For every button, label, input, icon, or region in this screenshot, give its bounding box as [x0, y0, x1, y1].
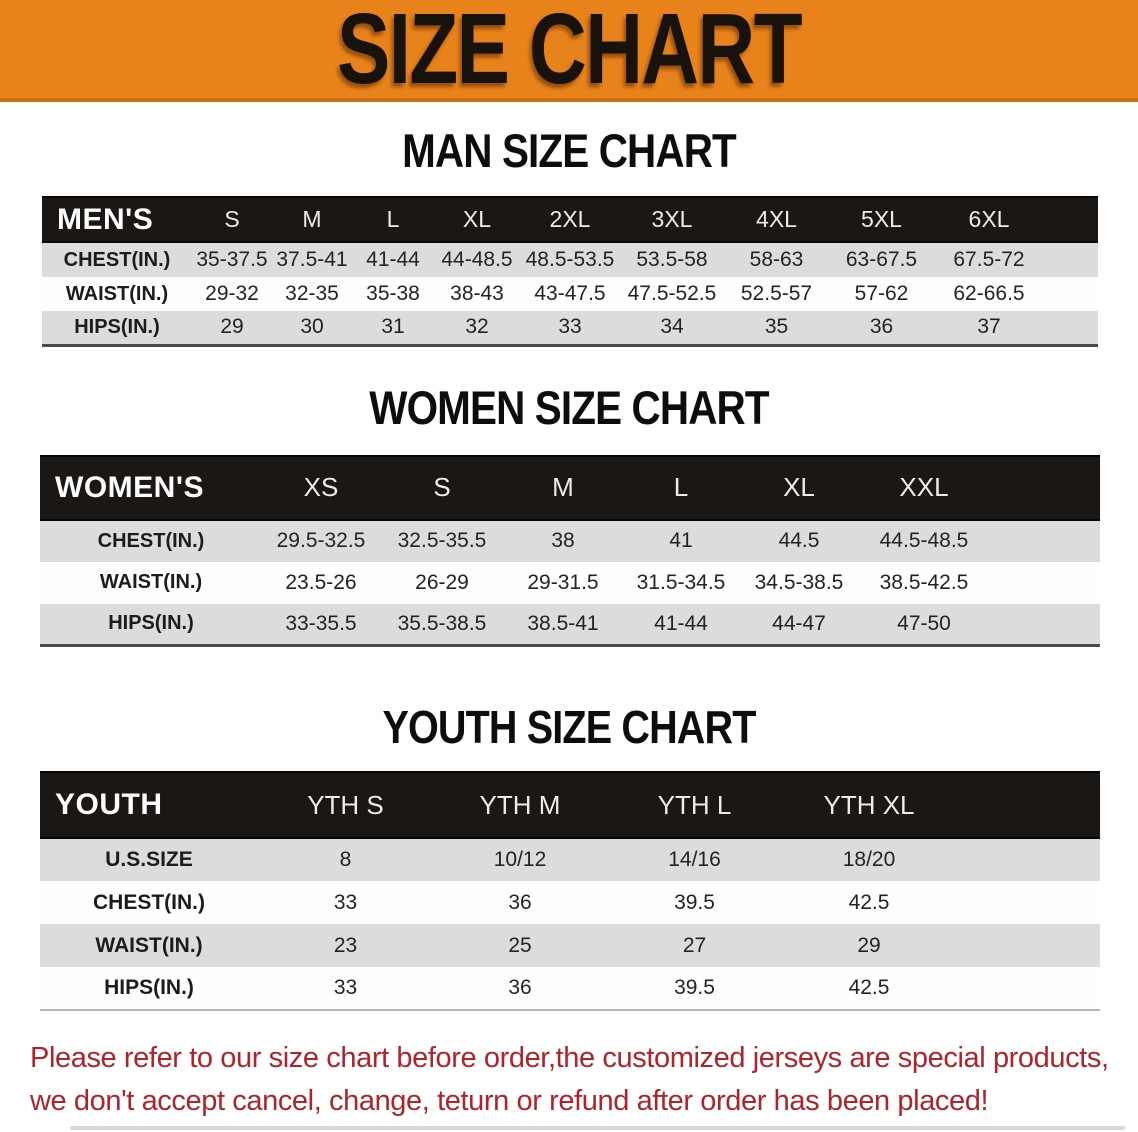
size-value: 34.5-38.5 [754, 570, 844, 594]
size-value: 44.5 [778, 529, 820, 552]
row-label: WAIST(IN.) [99, 571, 203, 593]
size-value: 38.5-42.5 [879, 570, 969, 594]
size-col-header: 4XL [724, 197, 829, 242]
size-value: 41-44 [654, 611, 708, 635]
size-value: 44-48.5 [441, 248, 513, 271]
size-value: 39.5 [674, 890, 715, 914]
size-value: 63-67.5 [845, 248, 918, 271]
size-col-header: YTH S [258, 772, 433, 838]
disclaimer-line-1: Please refer to our size chart before order,the customized jerseys are special products, [30, 1042, 1109, 1074]
size-col-header: XS [262, 456, 380, 520]
youth-size-table [40, 771, 1100, 1011]
size-value: 10/12 [493, 848, 547, 871]
size-value: 42.5 [848, 976, 890, 999]
size-value: 33 [333, 890, 358, 914]
size-value: 38-43 [450, 282, 504, 305]
youth-waist-row [40, 924, 1100, 967]
size-value: 14/16 [668, 848, 721, 871]
youth-ussize-row [40, 838, 1100, 881]
size-value: 62-66.5 [953, 282, 1025, 305]
men-hips-row [42, 311, 1098, 345]
size-col-header: S [192, 197, 272, 242]
size-col-header: L [622, 456, 740, 520]
size-value: 44.5-48.5 [879, 529, 969, 552]
size-value: 33-35.5 [285, 611, 357, 635]
disclaimer-line-2: we don't accept cancel, change, teturn or refund after order has been placed! [30, 1085, 989, 1117]
size-value: 52.5-57 [740, 282, 813, 305]
page-title: SIZE CHART [337, 0, 801, 105]
youth-corner-label: YOUTH [40, 772, 258, 838]
disclaimer-note [30, 1037, 1138, 1123]
size-value: 48.5-53.5 [525, 248, 615, 271]
men-corner-label: MEN'S [42, 197, 192, 242]
size-value: 37 [977, 315, 1001, 339]
size-value: 35.5-38.5 [397, 611, 487, 635]
row-label: HIPS(IN.) [74, 315, 160, 338]
size-value: 41-44 [366, 248, 420, 271]
size-value: 38 [551, 529, 575, 552]
men-size-table [42, 196, 1098, 347]
row-label: WAIST(IN.) [65, 282, 169, 305]
size-value: 32.5-35.5 [397, 529, 487, 552]
size-value: 25 [508, 933, 532, 957]
size-value: 35 [764, 315, 789, 339]
size-value: 67.5-72 [953, 248, 1025, 271]
men-chest-row [42, 242, 1098, 277]
size-value: 34 [660, 315, 684, 339]
size-value: 47-50 [897, 611, 951, 635]
size-value: 58-63 [749, 248, 804, 271]
youth-chest-row [40, 881, 1100, 924]
women-chest-row [40, 520, 1100, 562]
title-banner [0, 0, 1138, 105]
row-label: CHEST(IN.) [93, 890, 205, 914]
size-value: 27 [682, 933, 707, 957]
row-label: U.S.SIZE [105, 848, 193, 871]
row-label: CHEST(IN.) [63, 248, 171, 271]
size-value: 36 [869, 315, 894, 339]
size-value: 36 [508, 976, 532, 999]
size-col-header: 5XL [829, 197, 934, 242]
size-value: 53.5-58 [636, 248, 708, 271]
size-col-header: L [352, 197, 434, 242]
size-value: 41 [669, 529, 693, 552]
size-value: 23 [333, 933, 358, 957]
size-value: 29-31.5 [527, 570, 599, 594]
bottom-edge-divider [70, 1126, 1125, 1130]
men-waist-row [42, 277, 1098, 311]
size-value: 29 [857, 933, 881, 957]
size-value: 29-32 [205, 282, 259, 305]
youth-hips-row [40, 967, 1100, 1010]
size-value: 39.5 [674, 976, 715, 999]
size-value: 31.5-34.5 [636, 570, 726, 594]
size-value: 42.5 [848, 890, 890, 914]
size-value: 37.5-41 [276, 248, 348, 271]
row-label: HIPS(IN.) [108, 612, 194, 635]
men-section-heading: MAN SIZE CHART [402, 124, 736, 177]
size-col-header: 6XL [934, 197, 1098, 242]
size-value: 35-38 [366, 282, 420, 305]
size-col-header: XL [434, 197, 520, 242]
women-header-row [40, 456, 1100, 520]
size-value: 29 [220, 315, 244, 339]
size-value: 47.5-52.5 [627, 282, 717, 305]
women-corner-label: WOMEN'S [40, 456, 262, 520]
size-col-header: 3XL [620, 197, 724, 242]
size-value: 44-47 [772, 611, 826, 635]
row-label: HIPS(IN.) [104, 976, 194, 999]
size-col-header: XL [740, 456, 858, 520]
size-value: 29.5-32.5 [276, 529, 366, 552]
size-value: 18/20 [842, 848, 896, 871]
size-col-header: 2XL [520, 197, 620, 242]
size-value: 33 [333, 976, 358, 999]
size-value: 43-47.5 [534, 282, 606, 305]
size-col-header: M [272, 197, 352, 242]
size-col-header: YTH M [433, 772, 607, 838]
women-waist-row [40, 562, 1100, 604]
size-value: 31 [381, 315, 405, 339]
youth-section-heading: YOUTH SIZE CHART [382, 701, 756, 753]
size-value: 33 [558, 315, 582, 339]
women-hips-row [40, 604, 1100, 646]
size-value: 36 [508, 890, 532, 914]
size-col-header: S [380, 456, 504, 520]
size-value: 57-62 [854, 282, 909, 305]
size-col-header: YTH L [607, 772, 782, 838]
size-col-header: YTH XL [782, 772, 1100, 838]
women-section-heading: WOMEN SIZE CHART [369, 380, 769, 434]
row-label: WAIST(IN.) [95, 933, 203, 957]
size-value: 38.5-41 [527, 611, 599, 635]
size-value: 30 [300, 315, 324, 339]
size-col-header: XXL [858, 456, 1100, 520]
size-value: 26-29 [415, 570, 469, 594]
row-label: CHEST(IN.) [97, 529, 205, 552]
women-size-table [40, 455, 1100, 648]
size-value: 32 [465, 315, 489, 339]
size-value: 8 [339, 848, 352, 871]
men-header-row [42, 197, 1098, 242]
size-value: 32-35 [285, 282, 339, 305]
youth-header-row [40, 772, 1100, 838]
size-value: 35-37.5 [196, 248, 268, 271]
size-value: 23.5-26 [285, 570, 357, 594]
size-col-header: M [504, 456, 622, 520]
